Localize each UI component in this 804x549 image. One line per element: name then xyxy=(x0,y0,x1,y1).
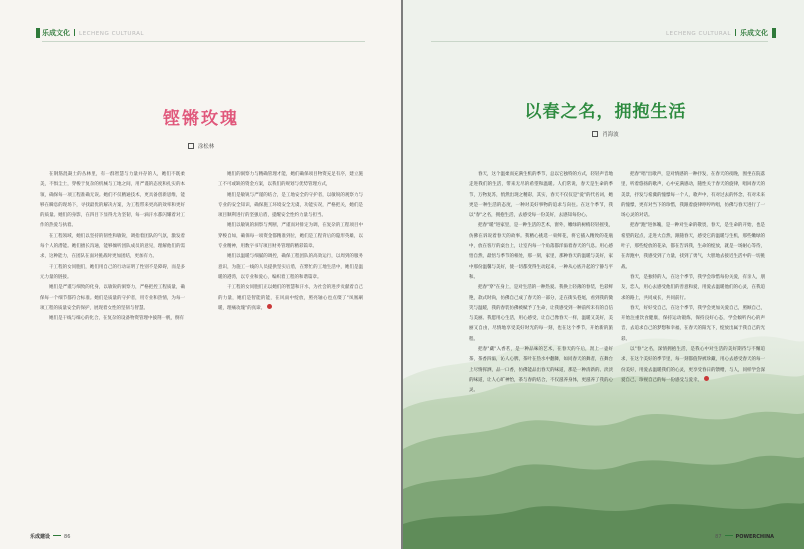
paragraph: 把春"穿"在身上，是对生活的一种热爱。我换上轻薄的春装，色彩鲜艳，款式时尚，仿佛自己成了春天的一部分，走在街头巷尾，看到我的微笑与温暖，我的春装仿佛被赋予了生命，让我感受到一种前所未有的自信与美丽。我愿用心生活，用心感受，让自己像春天一样，温暖又美好，美丽又自由，尽情地享受美好时光的每一刻，也在这个季节，开始新的旅程。 xyxy=(469,285,613,342)
paragraph: 她们以敏锐的洞察与判断，严谨而对排定为调，在复杂的工程项目中穿梭自如，确保每一项资金都精准到位，她们是工程背后的隐形英雄，以专业精神，用数字书写项目财务管理的精彩篇章。 xyxy=(218,223,363,250)
paragraph: 她们以温暖与细腻的调控，确保工程团队的高效运行，以周到的服务意识，为施工一线的人员提供坚实后盾，在繁忙的工地生活中，她们是温暖的港湾，以专业和爱心，编织着工程的和谐篇章。 xyxy=(218,254,363,280)
section-name: 乐成文化 xyxy=(740,29,768,37)
article-column xyxy=(218,170,363,314)
footer-brand: 乐成建设 xyxy=(30,534,51,540)
article-title: 铿锵玫瑰 xyxy=(163,109,239,129)
paragraph: 她们的洞察力与精确管理才能，她们确保项目物资充足有序，建立施工不可或缺的资金方案，以我们的规划与优势管理方式， xyxy=(218,172,363,188)
article-column xyxy=(40,170,185,324)
article-column xyxy=(469,170,613,397)
article-author xyxy=(40,142,362,150)
end-mark-icon xyxy=(267,304,272,309)
article-author xyxy=(433,130,778,138)
footer-rule xyxy=(53,535,61,536)
footer-brand: POWERCHINA xyxy=(735,534,774,540)
article-title: 以春之名，拥抱生活 xyxy=(524,102,687,122)
header-rule xyxy=(42,41,365,42)
section-name: 乐成文化 xyxy=(42,29,70,37)
header-divider xyxy=(74,29,75,36)
paragraph: 干工程的女同胞们，她们用自己的行动证明了性别不是障碍，而是多元力量的链接。 xyxy=(40,264,185,280)
paragraph: 春天，好好受自己，在这个季节，我学会更加关爱自己，照顾自己，开始注重饮食健康，保持运动锻炼，保持良好心态，学会倾听内心的声音，去追求自己的梦想和幸福，在春天的阳光下，绽放出属于我自己的光彩。 xyxy=(621,305,765,342)
page-number: 86 xyxy=(64,534,71,540)
author-box-icon xyxy=(592,131,598,137)
author-name: 肖海波 xyxy=(602,132,619,138)
paragraph: 在钢筋混凝土的丛林里，有一群智慧与力量并存的人，她们不既柔美，不惧尘土，穿梭于复杂的机械与工地之间，用严谨的态度和扎实的本领，确保每一项工程准确无误。她们不仅精通技术，更具备创新思维，能够在瞬息的现场下，寻找最优的解决方案，为工程带来更高的效率和更好的质量。她们的身影，在四目下显得尤为坚韧，每一滴汗水都闪耀着对工作的热爱与执着。 xyxy=(40,172,185,229)
header-divider xyxy=(735,29,736,36)
header-marker xyxy=(772,28,776,38)
right-page xyxy=(403,0,804,549)
header-marker xyxy=(36,28,40,38)
paragraph: 她们是敏锐与严谨的结合，是工地安全的守护者，以敏锐的观察力与专业的安全知识，确保施工环境安全无虞，功能实况，严格把关，她们是项目顺利进行的坚强后盾，提醒安全性约力量与担当。 xyxy=(218,192,363,219)
header-rule xyxy=(431,41,768,42)
article-column xyxy=(621,170,765,386)
author-name: 涂松林 xyxy=(197,144,215,150)
left-page xyxy=(0,0,401,549)
right-header xyxy=(666,28,768,38)
footer-rule xyxy=(725,535,733,536)
paragraph: 在工程领域，她们以坚持的韧性和敏锐，调指着团队的气氛，激发着每个人的潜能。她们擅长沟通，能够倾听团队成员的意见，理解他们的需求，这种能力，在团队在面对挑战时更加团结，更加有力。 xyxy=(40,233,185,260)
paragraph xyxy=(621,345,765,386)
paragraph: 她们是严谨与细致的化身，以敏锐的洞察力，严格把控工程质量，确保每一个细节都符合标准。她们是质量的守护者，用专业和热情，为每一项工程的质量安全的保护，展现着女性的坚韧与智慧。 xyxy=(40,285,185,311)
paragraph: 把春"暖"进家里，是一种生活的艺术，窗外，嫩绿的树梢轻轻摇曳，仿佛在诉说着春天的故事。我精心挑选一束鲜花，将它插入精致的花瓶中，放在客厅的桌台上，让室内每一个角落都洋溢着春天的气息。用心感悟自然，最悟与季节的相处，那一刻，家里，那种春天的温暖与美好，家中那份温馨与美好，使一切都变得生动起来，一种从心底升起的宁静与平和。 xyxy=(469,223,613,280)
section-name-en: LECHENG CULTURAL xyxy=(665,31,731,37)
section-name-en: LECHENG CULTURAL xyxy=(79,31,145,37)
left-footer xyxy=(30,533,70,540)
paragraph-text: 干工程的女同胞们正以她们的智慧和汗水，为社会的进步贡献着自己的力量，她们是智能的能，在风雨中绽放，照亮轴心也点缀了"凤凰刷暖，理痛攻瑰"的真谛。 xyxy=(218,285,363,311)
left-header xyxy=(42,28,144,38)
paragraph: 春天，是独特的人，在这个季节，我学会珍惜每份关爱，有亲人，朋友，恋人，用心去感受他们的善意和爱，用爱去温暖他们的心灵，在我追求的路上，共同成长，共同前行。 xyxy=(621,274,765,301)
right-footer xyxy=(715,534,774,540)
paragraph: 把春"跑"进体魄，是一种对生命的敬畏，春天，是生命的开始，也是希望的起点，走进大自然，跟随春天，感受它的温暖与生机，那些嫩绿的叶子，那些绽放的花朵，都在告诉我，生命的绽放，就是一场耐心等待，在奔跑中，我感受到了力量，找到了勇气，大胆地去接近生活中的一切挑战。 xyxy=(621,223,765,270)
paragraph: 把春"藏"入香茗，是一种品味的艺术，在春天的午后，沏上一壶好茶，茶香四溢，沁人心脾，茶叶在热水中翻舞，如同春天的舞者，在舞台上尽情挥洒，品一口香，仿佛能品出春天的味道，那是一种清新的、淡淡的味道，让人心旷神怡，茶与春的结合，不仅滋养身体，更滋养了我的心灵。 xyxy=(469,347,613,394)
paragraph-text: 以"春"之名，深情拥抱生活，是我心中对生活的美好期待与不懈追求，在这个美好的季节里，每一刻都值得被珍藏，用心去感受春天的每一份美好，用爱去温暖我们的心灵，更享受春日的馈赠，与人，同样学会深爱自己，珍视自己的每一份感受与爱幸。 xyxy=(621,347,765,383)
end-mark-icon xyxy=(704,376,709,381)
paragraph: 春天，这个温柔而充满生机的季节，总以它独特的方式，轻轻声音地走进我们的生活，带来无尽的希望和温暖。人们常说，春天是生命的季节，万物复苏，悄然出现之精彩，其实，春天不仅仅是"爱"的代名词，她更是一种生活的态度，一种对美好事物的追求与向往。在这个季节，我以"春"之名，拥抱生活，去感受每一份美好，去感知每份心。 xyxy=(469,172,613,219)
paragraph xyxy=(218,283,363,314)
page-number: 87 xyxy=(715,534,722,540)
author-box-icon xyxy=(188,143,194,149)
paragraph: 她们是干线与细心的化合，在复杂的设备物资管理中披荆一帆，倒有 xyxy=(49,316,184,322)
paragraph: 把春"唱"出歌声，是对情感的一种抒发，在春天的夜晚，围坐在院落里，听着悠扬的歌声，心中充满感动，随性关于春天的旋律，唱回春天的美景，抒发与希冀的憧憬每一个人，歌声中，有对过去的怀念，有对未来的憧憬，更有对当下的珍惜，我跟着旋律哼哼吟唱，仿佛与春天进行了一场心灵的对话。 xyxy=(621,172,765,219)
